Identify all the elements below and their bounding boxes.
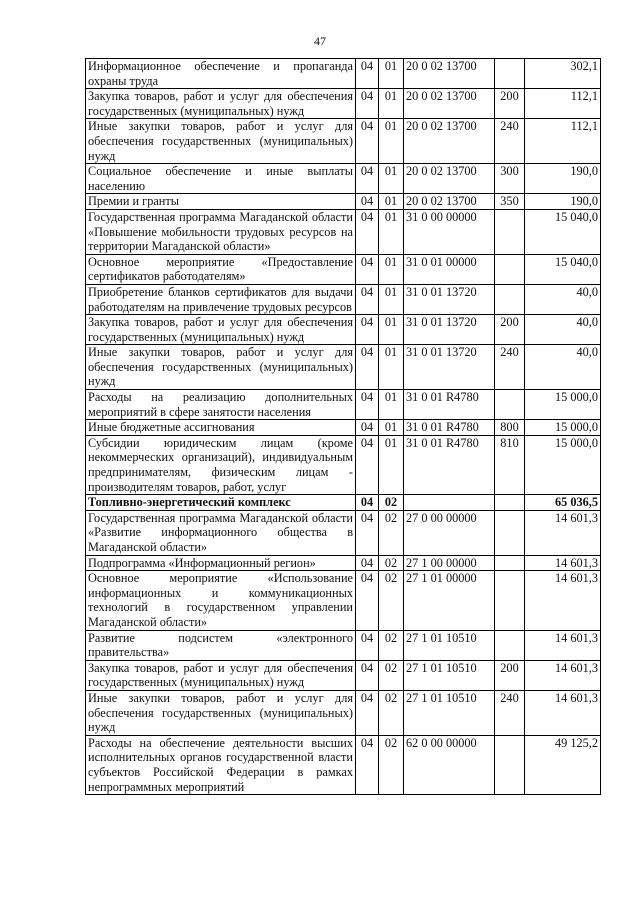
row-name-cell: Иные закупки товаров, работ и услуг для обеспечения государственных (муниципальных) нужд bbox=[86, 690, 356, 735]
expense-type-cell: 800 bbox=[495, 420, 525, 436]
row-name-cell: Основное мероприятие «Предоставление сертификатов работодателям» bbox=[86, 254, 356, 284]
subsection-code-cell: 01 bbox=[379, 345, 404, 390]
section-code-cell: 04 bbox=[356, 164, 379, 194]
row-name-cell: Иные закупки товаров, работ и услуг для обеспечения государственных (муниципальных) нужд bbox=[86, 119, 356, 164]
page-number: 47 bbox=[314, 34, 326, 48]
amount-cell: 15 000,0 bbox=[525, 435, 601, 494]
row-name-cell: Иные закупки товаров, работ и услуг для обеспечения государственных (муниципальных) нужд bbox=[86, 345, 356, 390]
subsection-code-cell: 01 bbox=[379, 209, 404, 254]
table-row bbox=[86, 254, 601, 284]
row-name-cell: Иные бюджетные ассигнования bbox=[86, 420, 356, 436]
target-article-cell: 31 0 01 00000 bbox=[404, 254, 495, 284]
table-row bbox=[86, 284, 601, 314]
expense-type-cell: 810 bbox=[495, 435, 525, 494]
table-row bbox=[86, 315, 601, 345]
expense-type-cell bbox=[495, 209, 525, 254]
section-code-cell: 04 bbox=[356, 194, 379, 210]
table-row bbox=[86, 89, 601, 119]
subsection-code-cell: 02 bbox=[379, 690, 404, 735]
amount-cell: 40,0 bbox=[525, 315, 601, 345]
row-name-cell: Закупка товаров, работ и услуг для обеспечения государственных (муниципальных) нужд bbox=[86, 315, 356, 345]
target-article-cell: 20 0 02 13700 bbox=[404, 59, 495, 89]
target-article-cell: 20 0 02 13700 bbox=[404, 164, 495, 194]
target-article-cell: 27 1 01 10510 bbox=[404, 690, 495, 735]
amount-cell: 112,1 bbox=[525, 119, 601, 164]
amount-cell: 40,0 bbox=[525, 284, 601, 314]
target-article-cell: 31 0 01 13720 bbox=[404, 345, 495, 390]
amount-cell: 14 601,3 bbox=[525, 690, 601, 735]
row-name-cell: Премии и гранты bbox=[86, 194, 356, 210]
amount-cell: 14 601,3 bbox=[525, 630, 601, 660]
target-article-cell: 31 0 01 13720 bbox=[404, 284, 495, 314]
amount-cell: 15 040,0 bbox=[525, 254, 601, 284]
expense-type-cell: 200 bbox=[495, 89, 525, 119]
amount-cell: 40,0 bbox=[525, 345, 601, 390]
target-article-cell: 31 0 01 13720 bbox=[404, 315, 495, 345]
amount-cell: 112,1 bbox=[525, 89, 601, 119]
expense-type-cell: 240 bbox=[495, 690, 525, 735]
target-article-cell: 31 0 01 R4780 bbox=[404, 435, 495, 494]
row-name-cell: Субсидии юридическим лицам (кроме некоммерческих организаций), индивидуальным предпринимателям, физическим лицам - производителям товаров, работ, услуг bbox=[86, 435, 356, 494]
subsection-code-cell: 01 bbox=[379, 390, 404, 420]
expense-type-cell: 240 bbox=[495, 119, 525, 164]
expense-type-cell: 200 bbox=[495, 315, 525, 345]
expense-type-cell bbox=[495, 630, 525, 660]
amount-cell: 190,0 bbox=[525, 164, 601, 194]
amount-cell: 14 601,3 bbox=[525, 660, 601, 690]
expense-type-cell bbox=[495, 254, 525, 284]
row-name-cell: Закупка товаров, работ и услуг для обеспечения государственных (муниципальных) нужд bbox=[86, 89, 356, 119]
budget-table-body bbox=[86, 59, 601, 795]
row-name-cell: Топливно-энергетический комплекс bbox=[86, 495, 356, 511]
row-name-cell: Информационное обеспечение и пропаганда охраны труда bbox=[86, 59, 356, 89]
amount-cell: 14 601,3 bbox=[525, 571, 601, 630]
expense-type-cell: 350 bbox=[495, 194, 525, 210]
subsection-code-cell: 01 bbox=[379, 119, 404, 164]
subsection-code-cell: 01 bbox=[379, 89, 404, 119]
table-row bbox=[86, 209, 601, 254]
amount-cell: 14 601,3 bbox=[525, 510, 601, 555]
expense-type-cell bbox=[495, 495, 525, 511]
section-code-cell: 04 bbox=[356, 390, 379, 420]
expense-type-cell bbox=[495, 571, 525, 630]
table-row bbox=[86, 571, 601, 630]
table-row bbox=[86, 735, 601, 794]
subsection-code-cell: 01 bbox=[379, 420, 404, 436]
subsection-code-cell: 01 bbox=[379, 164, 404, 194]
table-row bbox=[86, 660, 601, 690]
section-code-cell: 04 bbox=[356, 284, 379, 314]
target-article-cell: 27 1 01 00000 bbox=[404, 571, 495, 630]
section-code-cell: 04 bbox=[356, 690, 379, 735]
expense-type-cell bbox=[495, 510, 525, 555]
section-code-cell: 04 bbox=[356, 345, 379, 390]
row-name-cell: Основное мероприятие «Использование информационных и коммуникационных технологий в государственном управлении Магаданской области» bbox=[86, 571, 356, 630]
table-row bbox=[86, 555, 601, 571]
section-code-cell: 04 bbox=[356, 495, 379, 511]
amount-cell: 14 601,3 bbox=[525, 555, 601, 571]
table-row bbox=[86, 59, 601, 89]
table-row bbox=[86, 345, 601, 390]
amount-cell: 190,0 bbox=[525, 194, 601, 210]
amount-cell: 65 036,5 bbox=[525, 495, 601, 511]
table-row bbox=[86, 119, 601, 164]
amount-cell: 49 125,2 bbox=[525, 735, 601, 794]
row-name-cell: Приобретение бланков сертификатов для выдачи работодателям на привлечение трудовых ресурсов bbox=[86, 284, 356, 314]
table-row bbox=[86, 495, 601, 511]
expense-type-cell: 200 bbox=[495, 660, 525, 690]
expense-type-cell bbox=[495, 284, 525, 314]
section-code-cell: 04 bbox=[356, 571, 379, 630]
row-name-cell: Государственная программа Магаданской области «Повышение мобильности трудовых ресурсов на территории Магаданской области» bbox=[86, 209, 356, 254]
subsection-code-cell: 02 bbox=[379, 510, 404, 555]
amount-cell: 15 040,0 bbox=[525, 209, 601, 254]
subsection-code-cell: 01 bbox=[379, 315, 404, 345]
subsection-code-cell: 01 bbox=[379, 284, 404, 314]
target-article-cell: 27 0 00 00000 bbox=[404, 510, 495, 555]
section-code-cell: 04 bbox=[356, 735, 379, 794]
target-article-cell: 27 1 01 10510 bbox=[404, 630, 495, 660]
expense-type-cell: 240 bbox=[495, 345, 525, 390]
target-article-cell: 20 0 02 13700 bbox=[404, 194, 495, 210]
target-article-cell bbox=[404, 495, 495, 511]
section-code-cell: 04 bbox=[356, 315, 379, 345]
section-code-cell: 04 bbox=[356, 510, 379, 555]
table-row bbox=[86, 390, 601, 420]
row-name-cell: Расходы на реализацию дополнительных мероприятий в сфере занятости населения bbox=[86, 390, 356, 420]
row-name-cell: Подпрограмма «Информационный регион» bbox=[86, 555, 356, 571]
section-code-cell: 04 bbox=[356, 630, 379, 660]
row-name-cell: Социальное обеспечение и иные выплаты населению bbox=[86, 164, 356, 194]
amount-cell: 15 000,0 bbox=[525, 420, 601, 436]
target-article-cell: 31 0 01 R4780 bbox=[404, 390, 495, 420]
subsection-code-cell: 02 bbox=[379, 630, 404, 660]
expense-type-cell bbox=[495, 555, 525, 571]
table-row bbox=[86, 164, 601, 194]
section-code-cell: 04 bbox=[356, 555, 379, 571]
target-article-cell: 27 1 00 00000 bbox=[404, 555, 495, 571]
subsection-code-cell: 01 bbox=[379, 194, 404, 210]
expense-type-cell bbox=[495, 59, 525, 89]
section-code-cell: 04 bbox=[356, 660, 379, 690]
row-name-cell: Расходы на обеспечение деятельности высших исполнительных органов государственной власти субъектов Российской Федерации в рамках непрограммных мероприятий bbox=[86, 735, 356, 794]
subsection-code-cell: 02 bbox=[379, 660, 404, 690]
table-row bbox=[86, 690, 601, 735]
table-row bbox=[86, 420, 601, 436]
subsection-code-cell: 01 bbox=[379, 254, 404, 284]
expense-type-cell: 300 bbox=[495, 164, 525, 194]
amount-cell: 15 000,0 bbox=[525, 390, 601, 420]
target-article-cell: 62 0 00 00000 bbox=[404, 735, 495, 794]
section-code-cell: 04 bbox=[356, 59, 379, 89]
table-row bbox=[86, 510, 601, 555]
expense-type-cell bbox=[495, 735, 525, 794]
subsection-code-cell: 02 bbox=[379, 735, 404, 794]
target-article-cell: 31 0 00 00000 bbox=[404, 209, 495, 254]
section-code-cell: 04 bbox=[356, 119, 379, 164]
section-code-cell: 04 bbox=[356, 89, 379, 119]
amount-cell: 302,1 bbox=[525, 59, 601, 89]
row-name-cell: Государственная программа Магаданской области «Развитие информационного общества в Магаданской области» bbox=[86, 510, 356, 555]
table-row bbox=[86, 435, 601, 494]
subsection-code-cell: 01 bbox=[379, 59, 404, 89]
section-code-cell: 04 bbox=[356, 209, 379, 254]
expense-type-cell bbox=[495, 390, 525, 420]
budget-table bbox=[85, 58, 601, 795]
target-article-cell: 31 0 01 R4780 bbox=[404, 420, 495, 436]
row-name-cell: Развитие подсистем «электронного правительства» bbox=[86, 630, 356, 660]
target-article-cell: 20 0 02 13700 bbox=[404, 119, 495, 164]
subsection-code-cell: 01 bbox=[379, 435, 404, 494]
table-row bbox=[86, 630, 601, 660]
section-code-cell: 04 bbox=[356, 254, 379, 284]
section-code-cell: 04 bbox=[356, 420, 379, 436]
table-row bbox=[86, 194, 601, 210]
subsection-code-cell: 02 bbox=[379, 571, 404, 630]
section-code-cell: 04 bbox=[356, 435, 379, 494]
target-article-cell: 20 0 02 13700 bbox=[404, 89, 495, 119]
target-article-cell: 27 1 01 10510 bbox=[404, 660, 495, 690]
row-name-cell: Закупка товаров, работ и услуг для обеспечения государственных (муниципальных) нужд bbox=[86, 660, 356, 690]
subsection-code-cell: 02 bbox=[379, 495, 404, 511]
subsection-code-cell: 02 bbox=[379, 555, 404, 571]
